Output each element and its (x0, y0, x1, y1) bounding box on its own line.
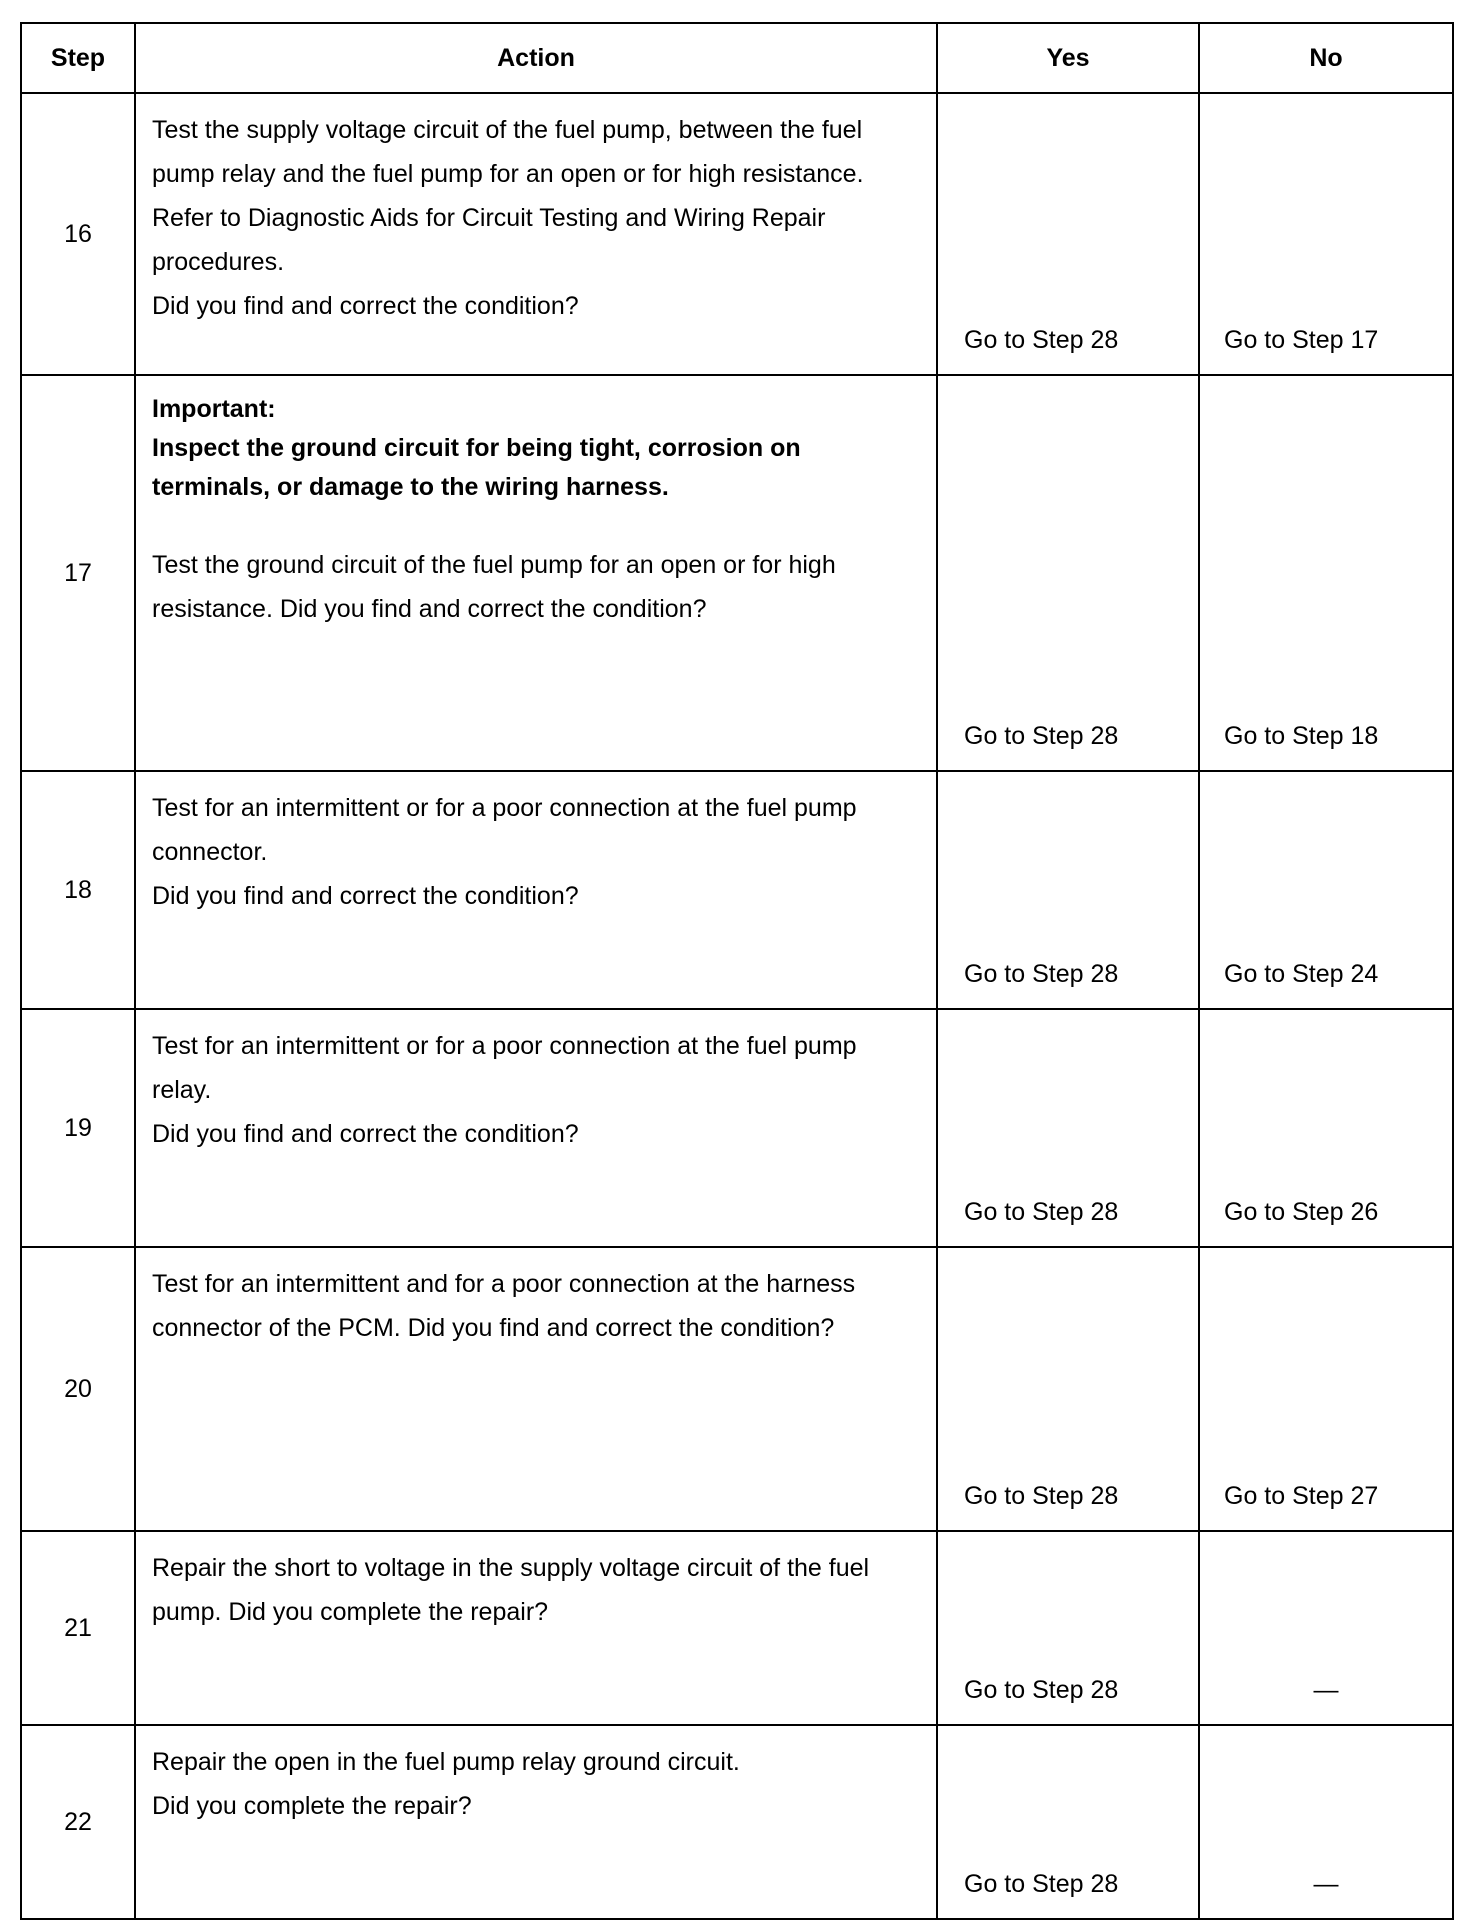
step-number: 20 (21, 1247, 135, 1531)
header-yes: Yes (937, 23, 1199, 93)
no-result: Go to Step 18 (1199, 375, 1453, 771)
step-number: 16 (21, 93, 135, 375)
table-row (21, 375, 1453, 771)
yes-result: Go to Step 28 (937, 1247, 1199, 1531)
table-row (21, 1725, 1453, 1919)
header-step: Step (21, 23, 135, 93)
important-label: Important: (152, 395, 276, 423)
header-no: No (1199, 23, 1453, 93)
diagnostic-table (20, 22, 1454, 1920)
action-text: Test the ground circuit of the fuel pump for an open or for high resistance. Did you find and correct the condition? (152, 551, 836, 623)
no-result: — (1199, 1531, 1453, 1725)
step-number: 21 (21, 1531, 135, 1725)
yes-result: Go to Step 28 (937, 375, 1199, 771)
no-result: Go to Step 24 (1199, 771, 1453, 1009)
action-text: Repair the open in the fuel pump relay ground circuit. (152, 1748, 740, 1776)
action-text: Test for an intermittent or for a poor connection at the fuel pump relay. (152, 1032, 857, 1104)
table-row (21, 771, 1453, 1009)
action-cell (135, 1009, 937, 1247)
no-result: Go to Step 17 (1199, 93, 1453, 375)
step-number: 18 (21, 771, 135, 1009)
action-cell (135, 1531, 937, 1725)
yes-result: Go to Step 28 (937, 93, 1199, 375)
yes-result: Go to Step 28 (937, 1531, 1199, 1725)
action-cell (135, 1247, 937, 1531)
header-action: Action (135, 23, 937, 93)
action-cell (135, 771, 937, 1009)
yes-result: Go to Step 28 (937, 771, 1199, 1009)
action-cell (135, 375, 937, 771)
step-number: 17 (21, 375, 135, 771)
action-text: Test for an intermittent and for a poor connection at the harness connector of the PCM. Did you find and correct the condition? (152, 1270, 856, 1342)
yes-result: Go to Step 28 (937, 1725, 1199, 1919)
action-question: Did you find and correct the condition? (152, 292, 579, 320)
action-text: Repair the short to voltage in the supply voltage circuit of the fuel pump. Did you complete the repair? (152, 1554, 870, 1626)
action-text: Test for an intermittent or for a poor connection at the fuel pump connector. (152, 794, 857, 866)
action-question: Did you find and correct the condition? (152, 1120, 579, 1148)
table-row (21, 93, 1453, 375)
step-number: 22 (21, 1725, 135, 1919)
no-result: — (1199, 1725, 1453, 1919)
header-row (21, 23, 1453, 93)
action-text: Test the supply voltage circuit of the fuel pump, between the fuel pump relay and the fuel pump for an open or for high resistance. Refer to Diagnostic Aids for Circuit Testing and Wiring Repair procedures. (152, 116, 864, 276)
action-cell (135, 93, 937, 375)
action-question: Did you complete the repair? (152, 1792, 472, 1820)
important-note: Inspect the ground circuit for being tight, corrosion on terminals, or damage to the wiring harness. (152, 434, 801, 501)
no-result: Go to Step 26 (1199, 1009, 1453, 1247)
table-row (21, 1531, 1453, 1725)
table-row (21, 1247, 1453, 1531)
no-result: Go to Step 27 (1199, 1247, 1453, 1531)
yes-result: Go to Step 28 (937, 1009, 1199, 1247)
action-question: Did you find and correct the condition? (152, 882, 579, 910)
table-row (21, 1009, 1453, 1247)
step-number: 19 (21, 1009, 135, 1247)
action-cell (135, 1725, 937, 1919)
